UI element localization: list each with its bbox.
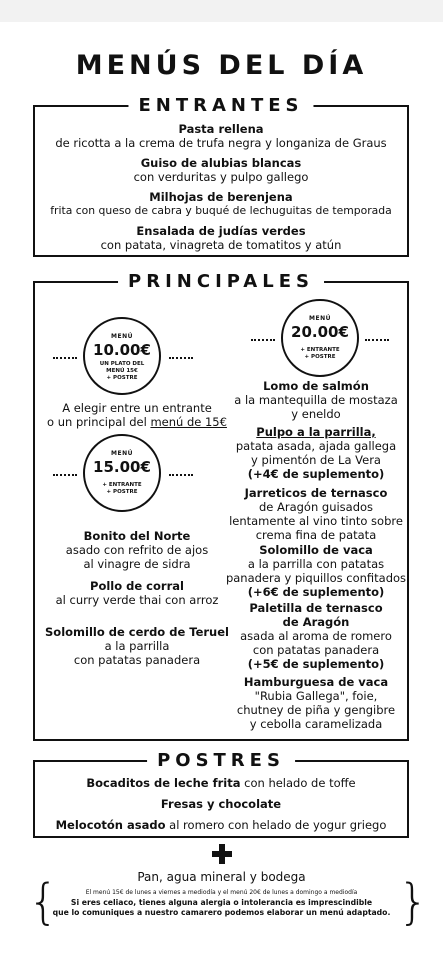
dotted-line [53,474,77,476]
dish-name: Solomillo de vaca [259,543,373,557]
menu-item: Bonito del Norte asado con refrito de ajos al vinagre de sidra [39,529,235,571]
menu-item: Pulpo a la parrilla, patata asada, ajada gallega y pimentón de La Vera (+4€ de suplemento) [223,425,409,481]
postres-heading: POSTRES [147,750,295,771]
page-title: MENÚS DEL DÍA [75,50,368,81]
badge-label: MENÚ [309,315,331,322]
dish-name: Paletilla de ternasco [249,601,383,615]
dish-name: de Aragón [282,615,350,629]
dish-name: Bonito del Norte [83,529,191,543]
plus-icon [211,843,233,865]
dotted-line [53,357,77,359]
badge-price: 15.00€ [93,458,151,476]
supplement-note: (+5€ de suplemento) [247,657,385,671]
principales-section [33,271,409,741]
dish-description: con patata, vinagreta de tomatitos y atún [100,238,342,252]
dish-name: Hamburguesa de vaca [243,675,389,689]
menu-item: Hamburguesa de vaca "Rubia Gallega", foie, chutney de piña y gengibre y cebolla caramelizada [223,675,409,731]
badge-price: 20.00€ [291,323,349,341]
menu-10-price-badge [83,317,161,395]
menu-item: Pollo de corral al curry verde thai con arroz [39,579,235,607]
dish-name: Fresas y chocolate [160,797,282,811]
postres-section [33,750,409,838]
menu-item [35,156,407,184]
dish-name: Jarreticos de ternasco [244,486,388,500]
right-brace-icon: } [398,874,429,930]
menu-item [35,190,407,218]
menu-item [35,122,407,150]
dish-name: Ensalada de judías verdes [136,224,306,238]
badge-label: MENÚ [111,333,133,340]
supplement-note: (+4€ de suplemento) [247,467,385,481]
principales-heading: PRINCIPALES [118,271,324,292]
menu-15-price-badge [83,434,161,512]
dish-description: con verduritas y pulpo gallego [133,170,309,184]
dotted-line [365,339,389,341]
menu-item [35,818,407,832]
dish-description: al romero con helado de yogur griego [165,818,387,832]
extras-line: Pan, agua mineral y bodega [137,870,306,884]
dish-name: Pollo de corral [90,579,184,593]
menu-item [35,797,407,811]
dish-description: frita con queso de cabra y buqué de lechuguitas de temporada [50,204,392,217]
dish-description: con helado de toffe [240,776,356,790]
badge-subtext: + ENTRANTE + POSTRE [102,482,142,495]
allergy-note: Si eres celiaco, tienes alguna alergia o intolerancia es imprescindible que lo comuniques a nuestro camarero podemos elaborar un menú adaptado. [52,898,391,917]
menu-20-price-badge [281,299,359,377]
browser-top-bar [0,0,443,22]
menu-10-note: A elegir entre un entrante o un principal del menú de 15€ [47,401,227,429]
menu-item: Jarreticos de ternasco de Aragón guisados lentamente al vino tinto sobre crema fina de patata [223,486,409,542]
dotted-line [169,474,193,476]
entrantes-heading: ENTRANTES [128,95,313,116]
entrantes-section [33,95,409,257]
dish-name: Guiso de alubias blancas [140,156,302,170]
menu-item [35,776,407,790]
dotted-line [251,339,275,341]
badge-price: 10.00€ [93,341,151,359]
menu-item: Solomillo de cerdo de Teruel a la parrilla con patatas panadera [39,625,235,667]
schedule-note: El menú 15€ de lunes a viernes a mediodía y el menú 20€ de lunes a domingo a mediodía [85,889,358,896]
dotted-line [169,357,193,359]
dish-name: Melocotón asado [55,818,166,832]
badge-subtext: + ENTRANTE + POSTRE [300,347,340,360]
menu-item: Lomo de salmón a la mantequilla de mostaza y eneldo [223,379,409,421]
dish-name: Solomillo de cerdo de Teruel [45,625,229,639]
menu-item: Solomillo de vaca a la parrilla con patatas panadera y piquillos confitados (+6€ de suplemento) [223,543,409,599]
menu-item: Paletilla de ternasco de Aragón asada al aroma de romero con patatas panadera (+5€ de suplemento) [223,601,409,671]
menu-item [35,224,407,252]
supplement-note: (+6€ de suplemento) [247,585,385,599]
badge-subtext: UN PLATO DEL MENÚ 15€ + POSTRE [99,361,145,381]
dish-name: Pulpo a la parrilla, [256,425,376,439]
dish-name: Bocaditos de leche frita [86,776,241,790]
dish-name: Pasta rellena [178,122,264,136]
badge-label: MENÚ [111,450,133,457]
left-brace-icon: { [28,874,59,930]
dish-name: Milhojas de berenjena [149,190,293,204]
dish-description: de ricotta a la crema de trufa negra y longaniza de Graus [55,136,387,150]
dish-name: Lomo de salmón [263,379,369,393]
